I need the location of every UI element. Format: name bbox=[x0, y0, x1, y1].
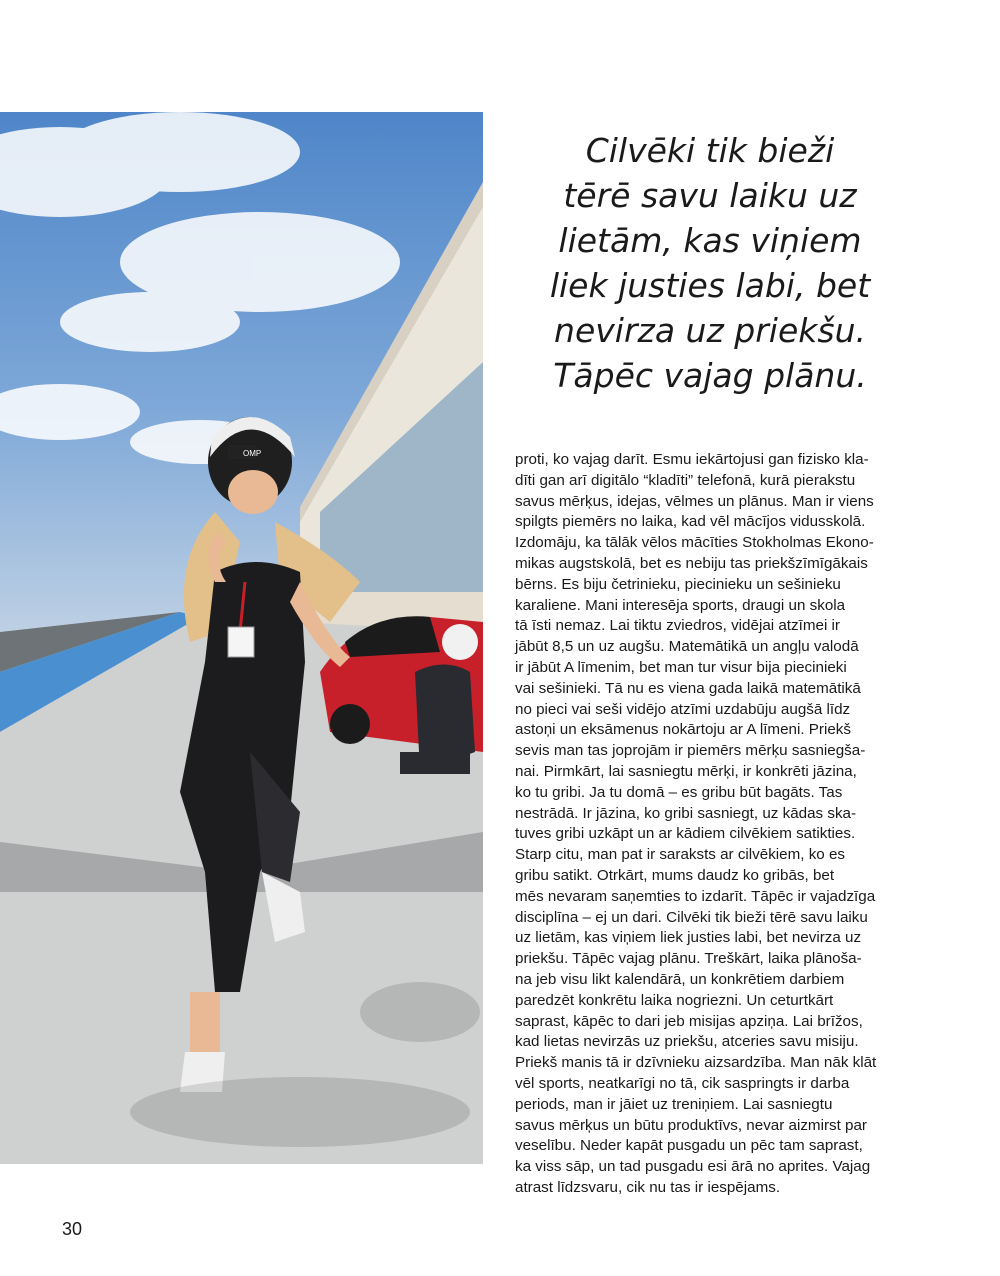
body-line: atrast līdzsvaru, cik nu tas ir iespējams. bbox=[515, 1178, 781, 1196]
body-line: gribu satikt. Otrkārt, mums daudz ko gribās, bet bbox=[515, 866, 835, 884]
quote-line: Tāpēc vajag plānu. bbox=[553, 356, 867, 395]
body-line: tuves gribi uzkāpt un ar kādiem cilvēkiem satikties. bbox=[515, 825, 856, 843]
quote-line: lietām, kas viņiem bbox=[558, 221, 862, 260]
pull-quote bbox=[520, 128, 900, 398]
body-line: vēl sports, neatkarīgi no tā, cik saspringts ir darba bbox=[515, 1074, 850, 1092]
body-line: periods, man ir jāiet uz treniņiem. Lai sasniegtu bbox=[515, 1095, 833, 1113]
body-line: dīti gan arī digitālo “kladīti” telefonā, kurā pierakstu bbox=[515, 471, 856, 489]
clouds bbox=[0, 112, 400, 464]
body-line: kad lietas nevirzās uz priekšu, atceries savu misiju. bbox=[515, 1033, 859, 1051]
body-line: veselību. Neder kapāt pusgadu un pēc tam saprast, bbox=[515, 1137, 863, 1155]
body-line: bērns. Es biju četrinieku, piecinieku un sešinieku bbox=[515, 575, 841, 593]
body-line: na jeb visu likt kalendārā, un konkrētiem darbiem bbox=[515, 970, 845, 988]
body-line: astoņi un eksāmenus nokārtoju ar A līmeni. Priekš bbox=[515, 721, 851, 739]
body-line: disciplīna – ej un dari. Cilvēki tik bieži tērē savu laiku bbox=[515, 908, 868, 926]
body-line: ko tu gribi. Ja tu domā – es gribu būt bagāts. Tas bbox=[515, 783, 843, 801]
body-line: savus mērķus, idejas, vēlmes un plānus. Man ir viens bbox=[515, 492, 874, 510]
helmet-logo: OMP bbox=[243, 449, 262, 458]
body-line: ka viss sāp, un tad pusgadu esi ārā no aprites. Vajag bbox=[515, 1158, 871, 1176]
photo-illustration bbox=[0, 112, 483, 1164]
body-line: mikas augstskolā, bet es nebiju tas priekšzīmīgākais bbox=[515, 554, 868, 572]
body-line: nestrādā. Ir jāzina, ko gribi sasniegt, uz kādas ska- bbox=[515, 804, 857, 822]
body-line: savus mērķus un būtu produktīvs, nevar aizmirst par bbox=[515, 1116, 867, 1134]
body-line: Priekš manis tā ir dzīvnieku aizsardzība. Man nāk klāt bbox=[515, 1054, 877, 1072]
body-line: karaliene. Mani interesēja sports, draugi un skola bbox=[515, 596, 846, 614]
quote-line: nevirza uz priekšu. bbox=[554, 311, 866, 350]
body-line: uz lietām, kas viņiem liek justies labi, bet nevirza uz bbox=[515, 929, 862, 947]
body-line: jābūt 8,5 un uz augšu. Matemātikā un angļu valodā bbox=[515, 638, 859, 656]
body-line: nai. Pirmkārt, lai sasniegtu mērķi, ir konkrēti jāzina, bbox=[515, 762, 857, 780]
quote-line: Cilvēki tik bieži bbox=[585, 131, 835, 170]
body-line: sevis man tas joprojām ir piemērs mērķu sasniegša- bbox=[515, 742, 866, 760]
body-line: tā īsti nemaz. Lai tiktu zviedros, vidējai atzīmei ir bbox=[515, 617, 840, 635]
body-line: saprast, kāpēc to dari jeb misijas apziņa. Lai brīžos, bbox=[515, 1012, 863, 1030]
body-line: priekšu. Tāpēc vajag plānu. Treškārt, laika plānoša- bbox=[515, 950, 862, 968]
body-line: vai sešinieki. Tā nu es viena gada laikā matemātikā bbox=[515, 679, 861, 697]
body-line: paredzēt konkrētu laika nogriezni. Un ceturtkārt bbox=[515, 991, 834, 1009]
body-line: mēs nevaram saņemties to izdarīt. Tāpēc ir vajadzīga bbox=[515, 887, 876, 905]
body-line: Izdomāju, ka tālāk vēlos mācīties Stokholmas Ekono- bbox=[515, 534, 874, 552]
body-line: no pieci vai seši vidējo atzīmi uzdabūju augšā līdz bbox=[515, 700, 851, 718]
body-line: spilgts piemērs no laika, kad vēl mācījos vidusskolā. bbox=[515, 513, 866, 531]
quote-line: liek justies labi, bet bbox=[549, 266, 871, 305]
body-line: ir jābūt A līmenim, bet man tur visur bija piecinieki bbox=[515, 658, 847, 676]
hero-photo bbox=[0, 112, 483, 1164]
page-number: 30 bbox=[62, 1219, 83, 1239]
body-line: Starp citu, man pat ir saraksts ar cilvēkiem, ko es bbox=[515, 846, 846, 864]
article-body bbox=[515, 450, 895, 1199]
body-line: proti, ko vajag darīt. Esmu iekārtojusi gan fizisko kla- bbox=[515, 451, 869, 468]
quote-line: tērē savu laiku uz bbox=[563, 176, 857, 215]
